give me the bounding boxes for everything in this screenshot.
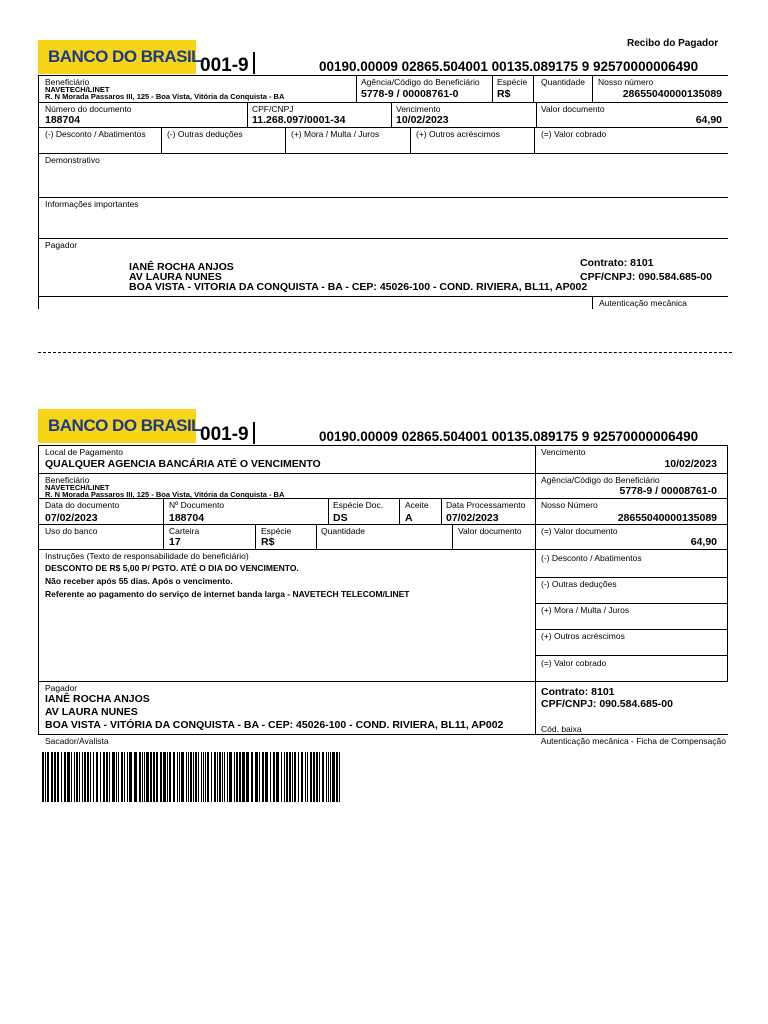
data-processamento-value: 07/02/2023 xyxy=(446,512,499,524)
instrucoes-label: Instruções (Texto de responsabilidade do beneficiário) xyxy=(45,551,249,561)
cut-line xyxy=(38,352,732,353)
numero-documento-value: 188704 xyxy=(169,512,205,524)
outras-deducoes-label: (-) Outras deduções xyxy=(167,129,243,139)
pagador-name: IANÊ ROCHA ANJOS xyxy=(45,693,150,705)
bank-name: BANCO DO BRASIL xyxy=(48,47,202,66)
demonstrativo-label: Demonstrativo xyxy=(45,155,100,165)
local-pagamento-value: QUALQUER AGENCIA BANCÁRIA ATÉ O VENCIMENTO xyxy=(45,458,321,470)
nosso-numero-value: 28655040000135089 xyxy=(622,88,722,100)
contrato: Contrato: 8101 xyxy=(580,257,654,269)
agencia-value: 5778-9 / 00008761-0 xyxy=(619,485,717,497)
nosso-numero-value: 28655040000135089 xyxy=(617,512,717,524)
instrucao-line: DESCONTO DE R$ 5,00 P/ PGTO. ATÉ O DIA DO VENCIMENTO. xyxy=(45,563,299,573)
mora-label: (+) Mora / Multa / Juros xyxy=(291,129,380,139)
pagador-cpf: CPF/CNPJ: 090.584.685-00 xyxy=(541,698,673,710)
bank-logo xyxy=(38,409,202,443)
cpf-cnpj-value: 11.268.097/0001-34 xyxy=(252,114,346,126)
valor-documento-value: 64,90 xyxy=(690,536,717,548)
desconto-label: (-) Desconto / Abatimentos xyxy=(45,129,146,139)
data-documento-value: 07/02/2023 xyxy=(45,512,98,524)
quantidade-label: Quantidade xyxy=(321,526,365,536)
numero-documento-value: 188704 xyxy=(45,114,81,126)
receipt-title: Recibo do Pagador xyxy=(627,38,719,49)
vencimento-label: Vencimento xyxy=(541,447,586,457)
local-pagamento-label: Local de Pagamento xyxy=(45,447,123,457)
vencimento-value: 10/02/2023 xyxy=(664,458,717,470)
bank-name: BANCO DO BRASIL xyxy=(48,416,202,435)
carteira-label: Carteira xyxy=(169,526,200,536)
agencia-value: 5778-9 / 00008761-0 xyxy=(361,88,459,100)
pagador-street: AV LAURA NUNES xyxy=(45,706,138,718)
valor-label: Valor documento xyxy=(458,526,522,536)
cod-baixa-label: Cód. baixa xyxy=(541,724,582,734)
numero-documento-label: Número do documento xyxy=(45,104,132,114)
valor-documento-value: 64,90 xyxy=(695,114,722,126)
informacoes-label: Informações importantes xyxy=(45,199,139,209)
pagador-city: BOA VISTA - VITÓRIA DA CONQUISTA - BA - CEP: 45026-100 - COND. RIVIERA, BL11, AP002 xyxy=(45,719,504,731)
cpf-cnpj-label: CPF/CNPJ xyxy=(252,104,294,114)
bank-code: 001-9 xyxy=(200,424,249,445)
especie-doc-value: DS xyxy=(333,512,348,524)
instrucao-line: Não receber após 55 dias. Após o vencimento. xyxy=(45,576,233,586)
vencimento-label: Vencimento xyxy=(396,104,441,114)
beneficiario-label: Beneficiário xyxy=(45,77,90,87)
data-documento-label: Data do documento xyxy=(45,500,120,510)
digitable-line: 00190.00009 02865.504001 00135.089175 9 92570000006490 xyxy=(319,429,699,444)
nosso-numero-label: Nosso número xyxy=(598,77,654,87)
outros-acrescimos-label: (+) Outros acréscimos xyxy=(416,129,500,139)
pagador-street: AV LAURA NUNES xyxy=(129,271,222,283)
valor-documento-label: (=) Valor documento xyxy=(541,526,618,536)
pagador-label: Pagador xyxy=(45,240,78,250)
numero-documento-label: Nº Documento xyxy=(169,500,225,510)
outros-acrescimos-label: (+) Outros acréscimos xyxy=(541,631,625,641)
outras-deducoes-label: (-) Outras deduções xyxy=(541,579,617,589)
autenticacao-label: Autenticação mecânica - Ficha de Compensação xyxy=(540,736,726,746)
barcode-icon xyxy=(42,752,340,802)
especie-doc-label: Espécie Doc. xyxy=(333,500,384,510)
beneficiario-address: R. N Morada Passaros III, 125 - Boa Vista, Vitória da Conquista - BA xyxy=(45,490,285,499)
digitable-line: 00190.00009 02865.504001 00135.089175 9 92570000006490 xyxy=(319,59,699,74)
autenticacao-label: Autenticação mecânica xyxy=(599,298,687,308)
agencia-label: Agência/Código do Beneficiário xyxy=(541,475,660,485)
instrucao-line: Referente ao pagamento do serviço de internet banda larga - NAVETECH TELECOM/LINET xyxy=(45,589,410,599)
especie-value: R$ xyxy=(261,536,275,548)
pagador-label: Pagador xyxy=(45,683,78,693)
vencimento-value: 10/02/2023 xyxy=(396,114,449,126)
especie-label: Espécie xyxy=(497,77,528,87)
agencia-label: Agência/Código do Beneficiário xyxy=(361,77,480,87)
beneficiario-label: Beneficiário xyxy=(45,475,90,485)
bank-code: 001-9 xyxy=(200,55,249,76)
aceite-label: Aceite xyxy=(405,500,429,510)
beneficiario-name: NAVETECH/LINET xyxy=(45,85,110,94)
pagador-name: IANÊ ROCHA ANJOS xyxy=(129,261,234,273)
beneficiario-name: NAVETECH/LINET xyxy=(45,483,110,492)
valor-cobrado-label: (=) Valor cobrado xyxy=(541,129,607,139)
nosso-numero-label: Nosso Número xyxy=(541,500,598,510)
beneficiario-address: R. N Morada Passaros III, 125 - Boa Vista, Vitória da Conquista - BA xyxy=(45,92,285,101)
especie-label: Espécie xyxy=(261,526,292,536)
contrato: Contrato: 8101 xyxy=(541,686,615,698)
bank-logo xyxy=(38,40,202,74)
valor-documento-label: Valor documento xyxy=(541,104,605,114)
desconto-label: (-) Desconto / Abatimentos xyxy=(541,553,642,563)
uso-banco-label: Uso do banco xyxy=(45,526,98,536)
quantidade-label: Quantidade xyxy=(541,77,585,87)
data-processamento-label: Data Processamento xyxy=(446,500,526,510)
especie-value: R$ xyxy=(497,88,511,100)
valor-cobrado-label: (=) Valor cobrado xyxy=(541,658,607,668)
aceite-value: A xyxy=(405,512,413,524)
carteira-value: 17 xyxy=(169,536,181,548)
pagador-city: BOA VISTA - VITORIA DA CONQUISTA - BA - CEP: 45026-100 - COND. RIVIERA, BL11, AP002 xyxy=(129,281,588,293)
mora-label: (+) Mora / Multa / Juros xyxy=(541,605,630,615)
sacador-label: Sacador/Avalista xyxy=(45,736,109,746)
pagador-cpf: CPF/CNPJ: 090.584.685-00 xyxy=(580,271,712,283)
